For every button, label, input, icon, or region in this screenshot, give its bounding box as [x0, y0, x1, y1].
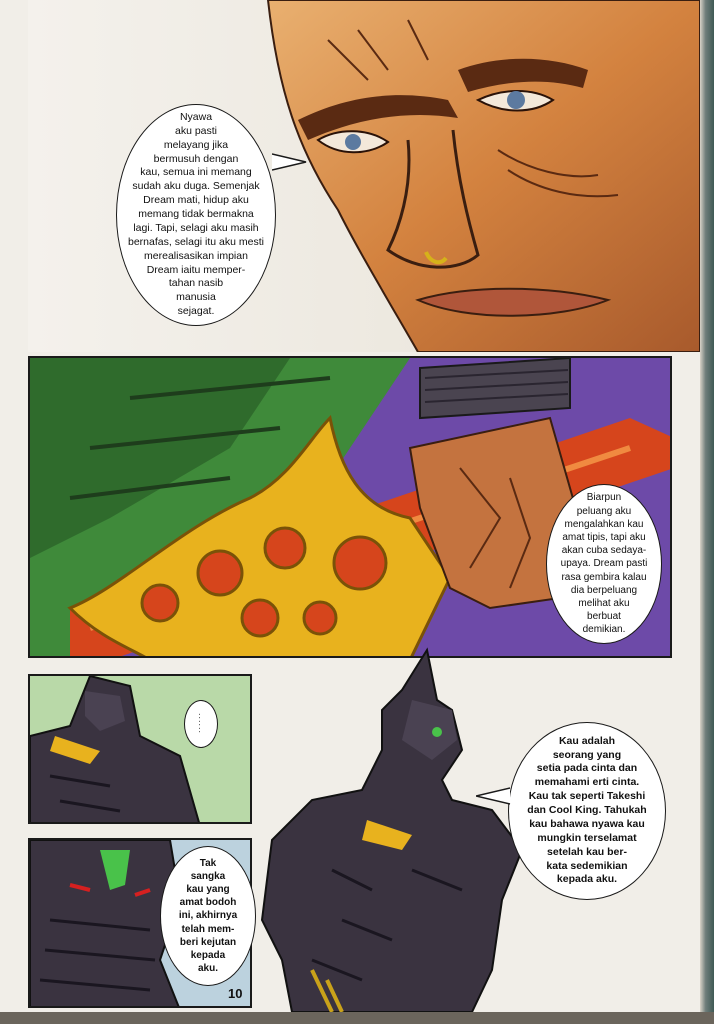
bubble-tail-4: [476, 784, 512, 808]
panel-weapon-hand: [28, 356, 672, 658]
panel-armored-silhouette: [28, 674, 252, 824]
armored-figure-small: [30, 676, 252, 824]
speech-bubble-1: [116, 104, 276, 326]
page-number: 10: [228, 986, 243, 1001]
panel-face-closeup: [28, 0, 700, 352]
speech-bubble-2: [546, 484, 662, 644]
page-edge-right: [700, 0, 714, 1024]
bubble-tail: [272, 150, 308, 174]
page-edge-bottom: [0, 1012, 714, 1024]
speech-bubble-5: [160, 846, 256, 986]
speech-bubble-ellipsis: [184, 700, 218, 748]
speech-text-1: Nyawa aku pasti melayang jika bermusuh dengan kau, semua ini memang sudah aku duga. Semenjak Dream mati, hidup aku memang tidak bermakna lagi. Tapi, selagi aku masih bernafas, selagi itu aku mesti merealisasikan impian Dream iaitu memper- tahan nasib manusia sejagat.: [128, 111, 264, 318]
speech-text-5: Tak sangka kau yang amat bodoh ini, akhirnya telah mem- beri kejutan kepada aku.: [178, 857, 238, 975]
ellipsis-text: ......: [196, 713, 207, 735]
speech-text-4: Kau adalah seorang yang setia pada cinta dan memahami erti cinta. Kau tak seperti Takeshi dan Cool King. Tahukah kau bahawa nyawa kau mungkin terselamat setelah kau ber- kata sedemikian kepada aku.: [527, 734, 647, 886]
speech-bubble-4: [508, 722, 666, 900]
speech-text-2: Biarpun peluang aku mengalahkan kau amat tipis, tapi aku akan cuba sedaya- upaya. Dream pasti rasa gembira kalau dia berpeluang melihat aku berbuat demikian.: [560, 492, 648, 636]
